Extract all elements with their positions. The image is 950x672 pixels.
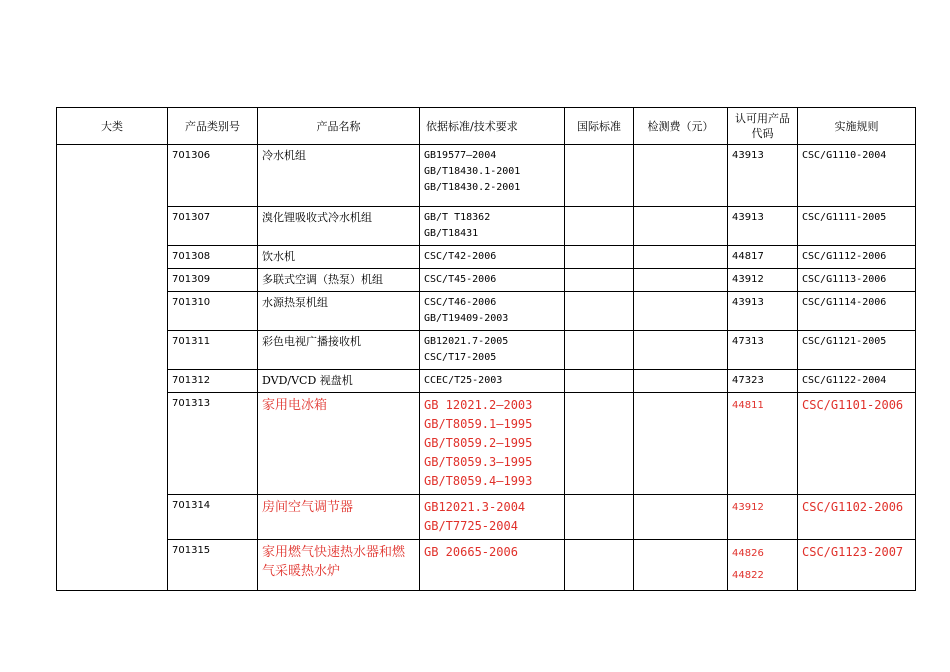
standard-line: CSC/T17-2005 <box>424 352 497 363</box>
rule-cell: CSC/G1123-2007 <box>798 540 916 591</box>
product-name-cell: 家用电冰箱 <box>258 393 420 495</box>
table-row <box>57 495 916 540</box>
standard-cell <box>420 292 565 331</box>
product-code-cell: 701315 <box>168 540 258 591</box>
standard-line: GB 12021.2—2003 <box>424 398 533 412</box>
table-row <box>57 145 916 207</box>
standard-cell <box>420 207 565 246</box>
rule-cell: CSC/G1101-2006 <box>798 393 916 495</box>
standard-line: GB/T8059.3—1995 <box>424 455 533 469</box>
cert-code: 44822 <box>732 570 764 581</box>
product-code-cell: 701311 <box>168 331 258 370</box>
intl-standard-cell <box>565 540 634 591</box>
cert-code-cell <box>728 370 798 393</box>
standard-line: CSC/T45-2006 <box>424 274 497 285</box>
fee-cell <box>634 145 728 207</box>
intl-standard-cell <box>565 495 634 540</box>
header-intl: 国际标准 <box>565 108 634 145</box>
header-rule: 实施规则 <box>798 108 916 145</box>
header-cert-code <box>728 108 798 145</box>
standard-line: CSC/T46-2006 <box>424 297 497 308</box>
intl-standard-cell <box>565 292 634 331</box>
header-fee: 检测费（元） <box>634 108 728 145</box>
product-name-cell: 多联式空调（热泵）机组 <box>258 269 420 292</box>
standard-line: GB/T T18362 <box>424 212 491 223</box>
cert-code-cell <box>728 393 798 495</box>
cert-code: 44826 <box>732 548 764 559</box>
header-code: 产品类别号 <box>168 108 258 145</box>
cert-code-cell <box>728 292 798 331</box>
rule-cell: CSC/G1102-2006 <box>798 495 916 540</box>
intl-standard-cell <box>565 246 634 269</box>
cert-code-cell <box>728 495 798 540</box>
intl-standard-cell <box>565 269 634 292</box>
product-code-cell: 701313 <box>168 393 258 495</box>
product-code-cell: 701310 <box>168 292 258 331</box>
fee-cell <box>634 370 728 393</box>
table-row <box>57 370 916 393</box>
standard-cell <box>420 540 565 591</box>
cert-code-cell <box>728 331 798 370</box>
rule-cell: CSC/G1111-2005 <box>798 207 916 246</box>
rule-cell: CSC/G1113-2006 <box>798 269 916 292</box>
standard-line: GB/T7725-2004 <box>424 519 518 533</box>
standard-cell <box>420 495 565 540</box>
product-code-cell: 701312 <box>168 370 258 393</box>
product-name-cell: 彩色电视广播接收机 <box>258 331 420 370</box>
fee-cell <box>634 540 728 591</box>
certification-table <box>56 107 916 591</box>
product-code-cell: 701306 <box>168 145 258 207</box>
standard-line: GB 20665-2006 <box>424 545 518 559</box>
cert-code: 43913 <box>732 297 764 308</box>
rule-cell: CSC/G1114-2006 <box>798 292 916 331</box>
standard-cell <box>420 269 565 292</box>
header-name: 产品名称 <box>258 108 420 145</box>
standard-cell <box>420 246 565 269</box>
standard-line: CSC/T42-2006 <box>424 251 497 262</box>
table-body <box>57 145 916 591</box>
product-name-cell: DVD/VCD 视盘机 <box>258 370 420 393</box>
rule-cell: CSC/G1110-2004 <box>798 145 916 207</box>
product-code-cell: 701308 <box>168 246 258 269</box>
cert-code-cell <box>728 540 798 591</box>
standard-cell <box>420 331 565 370</box>
table-row <box>57 246 916 269</box>
standard-line: GB/T8059.1—1995 <box>424 417 533 431</box>
standard-line: CCEC/T25-2003 <box>424 375 503 386</box>
standard-line: GB/T18430.2-2001 <box>424 182 521 193</box>
standard-cell <box>420 145 565 207</box>
cert-code: 44817 <box>732 251 764 262</box>
cert-code: 43913 <box>732 212 764 223</box>
header-standard: 依据标准/技术要求 <box>420 108 565 145</box>
cert-code: 47313 <box>732 336 764 347</box>
fee-cell <box>634 269 728 292</box>
standard-line: GB/T8059.2—1995 <box>424 436 533 450</box>
standard-line: GB/T19409-2003 <box>424 313 509 324</box>
product-name-cell: 饮水机 <box>258 246 420 269</box>
product-name-cell: 水源热泵机组 <box>258 292 420 331</box>
cert-code-cell <box>728 145 798 207</box>
fee-cell <box>634 246 728 269</box>
cert-code: 43913 <box>732 150 764 161</box>
product-name-cell: 溴化锂吸收式冷水机组 <box>258 207 420 246</box>
cert-code: 43912 <box>732 274 764 285</box>
table-row <box>57 393 916 495</box>
category-cell <box>57 145 168 591</box>
standard-line: GB/T8059.4—1993 <box>424 474 533 488</box>
product-name-cell: 房间空气调节器 <box>258 495 420 540</box>
header-cert-code-label: 认可用产品代码 <box>735 112 790 140</box>
standard-cell <box>420 393 565 495</box>
product-code-cell: 701307 <box>168 207 258 246</box>
fee-cell <box>634 393 728 495</box>
header-row <box>57 108 916 145</box>
intl-standard-cell <box>565 145 634 207</box>
header-category: 大类 <box>57 108 168 145</box>
intl-standard-cell <box>565 207 634 246</box>
rule-cell: CSC/G1112-2006 <box>798 246 916 269</box>
product-name-cell: 冷水机组 <box>258 145 420 207</box>
intl-standard-cell <box>565 393 634 495</box>
product-code-cell: 701309 <box>168 269 258 292</box>
cert-code-cell <box>728 246 798 269</box>
rule-cell: CSC/G1121-2005 <box>798 331 916 370</box>
table-row <box>57 207 916 246</box>
intl-standard-cell <box>565 370 634 393</box>
fee-cell <box>634 292 728 331</box>
table-row <box>57 292 916 331</box>
standard-line: GB12021.7-2005 <box>424 336 509 347</box>
table-row <box>57 540 916 591</box>
table-row <box>57 331 916 370</box>
fee-cell <box>634 207 728 246</box>
rule-cell: CSC/G1122-2004 <box>798 370 916 393</box>
fee-cell <box>634 331 728 370</box>
standard-line: GB/T18430.1-2001 <box>424 166 521 177</box>
standard-line: GB12021.3-2004 <box>424 500 526 514</box>
fee-cell <box>634 495 728 540</box>
standard-line: GB19577—2004 <box>424 150 497 161</box>
standard-cell <box>420 370 565 393</box>
cert-code: 43912 <box>732 502 764 513</box>
product-name-cell: 家用燃气快速热水器和燃气采暖热水炉 <box>258 540 420 591</box>
cert-code: 44811 <box>732 400 764 411</box>
cert-code-cell <box>728 207 798 246</box>
standard-line: GB/T18431 <box>424 228 479 239</box>
cert-code-cell <box>728 269 798 292</box>
cert-code: 47323 <box>732 375 764 386</box>
table-row <box>57 269 916 292</box>
intl-standard-cell <box>565 331 634 370</box>
product-code-cell: 701314 <box>168 495 258 540</box>
